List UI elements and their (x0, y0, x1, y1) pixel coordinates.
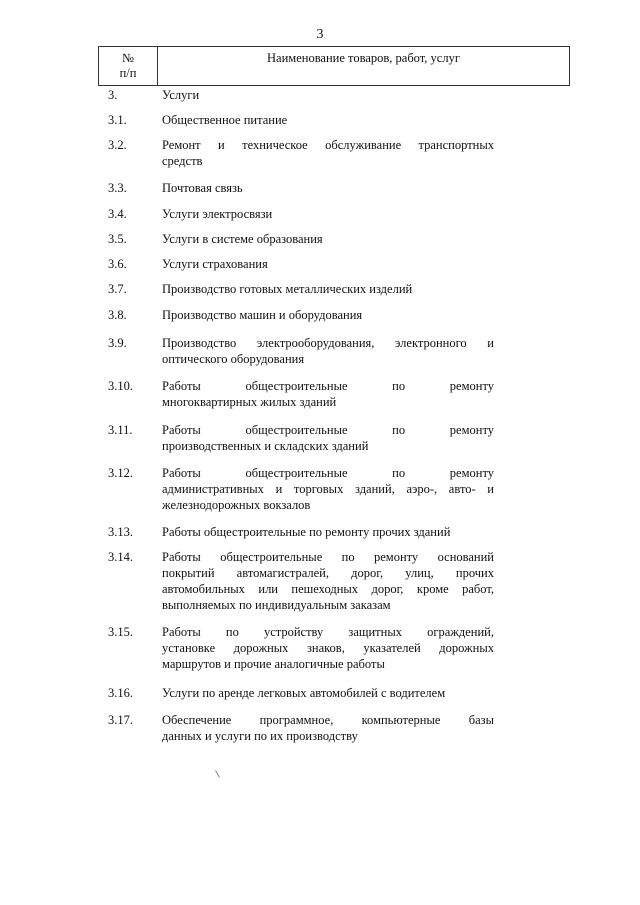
item-number: 3.11. (108, 423, 133, 437)
item-name-line: Обеспечение программное, компьютерные базы (162, 713, 494, 727)
header-number-label: № (122, 51, 134, 65)
item-number: 3.6. (108, 257, 127, 271)
item-name-line: Услуги (162, 88, 200, 102)
item-name-line: Работы общестроительные по ремонту прочих зданий (162, 525, 451, 539)
table-header (98, 46, 570, 86)
item-name-line: Услуги по аренде легковых автомобилей с водителем (162, 686, 446, 700)
item-name (162, 231, 494, 247)
item-name-line: установке дорожных знаков, указателей дорожных (162, 641, 494, 655)
header-name-column: Наименование товаров, работ, услуг (267, 51, 460, 65)
item-name (162, 712, 494, 744)
item-name (162, 87, 494, 103)
page-number: 3 (316, 27, 324, 42)
item-number: 3.9. (108, 336, 127, 350)
item-name (162, 624, 494, 672)
item-name (162, 524, 494, 540)
item-number: 3.12. (108, 466, 133, 480)
item-name-line: средств (162, 154, 203, 168)
item-name (162, 685, 494, 701)
item-name-line: маршрутов и прочие аналогичные работы (162, 657, 385, 671)
header-number-sublabel: п/п (119, 66, 137, 80)
item-name (162, 180, 494, 196)
item-name-line: автомобильных или пешеходных дорог, кроме работ, (162, 582, 494, 596)
item-name (162, 281, 494, 297)
item-name-line: Общественное питание (162, 113, 288, 127)
item-name-line: покрытий автомагистралей, дорог, улиц, прочих (162, 566, 494, 580)
item-name (162, 137, 494, 169)
item-name-line: административных и торговых зданий, аэро-, авто- и (162, 482, 494, 496)
item-number: 3.15. (108, 625, 133, 639)
item-number: 3.8. (108, 308, 127, 322)
item-number: 3.3. (108, 181, 127, 195)
item-name-line: многоквартирных жилых зданий (162, 395, 337, 409)
item-name-line: оптического оборудования (162, 352, 305, 366)
item-number: 3.14. (108, 550, 133, 564)
item-number: 3.4. (108, 207, 127, 221)
item-name (162, 256, 494, 272)
item-name (162, 112, 494, 128)
item-number: 3.17. (108, 713, 133, 727)
item-name (162, 206, 494, 222)
item-number: 3.2. (108, 138, 127, 152)
item-number: 3.13. (108, 525, 133, 539)
item-number: 3.16. (108, 686, 133, 700)
item-number: 3.5. (108, 232, 127, 246)
item-name (162, 307, 494, 323)
item-name-line: выполняемых по индивидуальным заказам (162, 598, 391, 612)
item-name (162, 422, 494, 454)
item-name-line: Производство готовых металлических изделий (162, 282, 413, 296)
item-name-line: железнодорожных вокзалов (162, 498, 311, 512)
item-number: 3. (108, 88, 118, 102)
item-name (162, 549, 494, 613)
scan-mark (215, 770, 220, 777)
item-name-line: Почтовая связь (162, 181, 243, 195)
item-name-line: Услуги в системе образования (162, 232, 323, 246)
item-name-line: Работы общестроительные по ремонту (162, 466, 494, 480)
item-name-line: Услуги страхования (162, 257, 268, 271)
item-number: 3.10. (108, 379, 133, 393)
item-name-line: Производство машин и оборудования (162, 308, 363, 322)
item-name-line: Работы по устройству защитных ограждений, (162, 625, 494, 639)
item-name (162, 465, 494, 513)
item-number: 3.7. (108, 282, 127, 296)
item-name-line: Работы общестроительные по ремонту оснований (162, 550, 494, 564)
item-name-line: Работы общестроительные по ремонту (162, 379, 494, 393)
item-name (162, 335, 494, 367)
header-number-column (99, 47, 158, 85)
item-name (162, 378, 494, 410)
item-number: 3.1. (108, 113, 127, 127)
item-name-line: Услуги электросвязи (162, 207, 273, 221)
item-name-line: Работы общестроительные по ремонту (162, 423, 494, 437)
item-name-line: производственных и складских зданий (162, 439, 369, 453)
item-name-line: данных и услуги по их производству (162, 729, 358, 743)
item-name-line: Производство электрооборудования, электронного и (162, 336, 494, 350)
item-name-line: Ремонт и техническое обслуживание транспортных (162, 138, 494, 152)
